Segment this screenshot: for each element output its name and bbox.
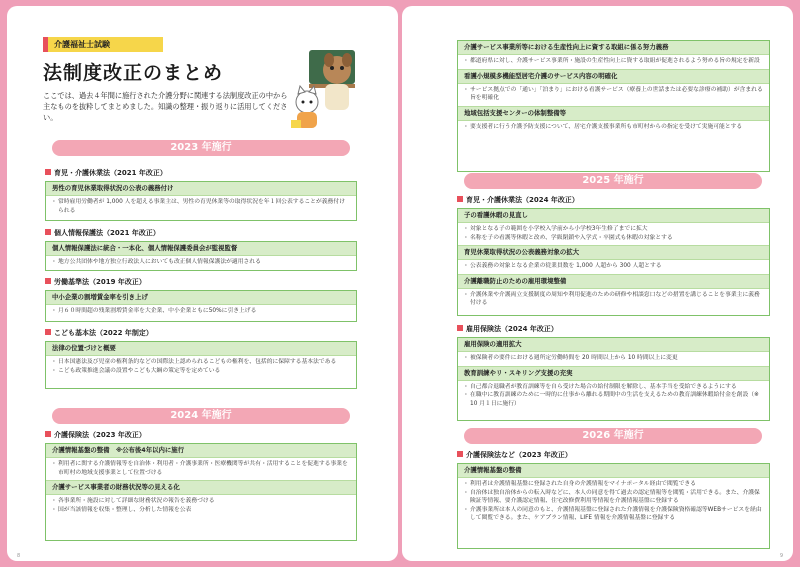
- right-page: [402, 6, 793, 561]
- section-label: 介護保険法（2023 年改正）: [54, 431, 146, 439]
- box-overtime-rate: [45, 290, 357, 322]
- box-heading: 雇用保険の適用拡大: [458, 338, 769, 352]
- box-item: ・ 都道府県に対し、介護サービス事業所・施設の生産性向上に資する取組が促進されるよう努める旨の規定を新設: [464, 57, 763, 66]
- section-care-insurance-2023: [45, 430, 146, 440]
- box-male-leave-disclosure: [45, 181, 357, 221]
- box-heading: 中小企業の割増賃金率を引き上げ: [46, 291, 356, 305]
- box-heading: 男性の育児休業取得状況の公表の義務付け: [46, 182, 356, 196]
- box-item: ・ 月６０時間超の残業割増賃金率を大企業、中小企業ともに50%に引き上げる: [52, 307, 350, 316]
- box-employment-insurance: [457, 337, 770, 421]
- box-heading: 介護サービス事業所等における生産性向上に資する取組に係る努力義務: [458, 41, 769, 55]
- page-title: 法制度改正のまとめ: [43, 62, 224, 84]
- box-privacy-unification: [45, 241, 357, 271]
- year-2023-bar: 2023 年施行: [52, 140, 350, 156]
- box-item: ・ サービス拠点での「通い」「泊まり」における看護サービス（療養上の世話または必要な診療の補助）が含まれる旨を明確化: [464, 86, 763, 103]
- box-care-info-platform: [45, 443, 357, 541]
- box-heading: 介護情報基盤の整備: [458, 464, 769, 478]
- box-heading: 教育訓練やリ・スキリング支援の充実: [458, 366, 769, 381]
- box-care-insurance-continued: [457, 40, 770, 172]
- section-children-basic-law: [45, 328, 153, 338]
- page-number: 9: [779, 553, 783, 559]
- section-label: 個人情報保護法（2021 年改正）: [54, 229, 160, 237]
- section-label: 育児・介護休業法（2024 年改正）: [466, 196, 579, 204]
- box-item: ・ 自治体は独自治体からの転入時などに、本人の同意を得て過去の認定情報等を閲覧・活用できる。また、介護保険証等情報、要介護認定情報、住宅改修費利用等情報を介護情報基盤に登録する: [464, 489, 763, 506]
- box-heading: 地域包括支援センターの体制整備等: [458, 106, 769, 121]
- box-childcare-2024: [457, 208, 770, 316]
- section-label: こども基本法（2022 年制定）: [54, 329, 153, 337]
- teacher-cat-illustration: [289, 40, 359, 132]
- box-item: ・ 常時雇用労働者が 1,000 人を超える事業主は、男性の育児休業等の取得状況を年１回公表することが義務付けられる: [52, 198, 350, 215]
- box-item: ・ 介護事業所は本人の同意のもと、介護情報基盤に登録された介護情報を介護保険資格確認等WEBサービスを経由して閲覧できる。また、ケアプラン情報、LIFE 情報を介護情報基盤に登録する: [464, 506, 763, 523]
- year-2024-bar: 2024 年施行: [52, 408, 350, 424]
- section-label: 育児・介護休業法（2021 年改正）: [54, 169, 167, 177]
- section-label: 雇用保険法（2024 年改正）: [466, 325, 558, 333]
- box-heading: 介護離職防止のための雇用環境整備: [458, 274, 769, 289]
- box-item: ・ 各事業所・施設に対して詳細な財務状況の報告を義務づける: [52, 497, 350, 506]
- year-2026-bar: 2026 年施行: [464, 428, 762, 444]
- intro-text: ここでは、過去４年間に施行された介護分野に関連する法制度改正の中から主なものを抜粋してまとめました。知識の整理・振り返りに活用してください。: [43, 91, 288, 122]
- section-care-insurance-2023-b: [457, 450, 572, 460]
- section-label: 介護保険法など（2023 年改正）: [466, 451, 572, 459]
- box-heading: 子の看護休暇の見直し: [458, 209, 769, 223]
- box-heading: 法律の位置づけと概要: [46, 342, 356, 356]
- box-item: ・ 被保険者の要件における週所定労働時間を 20 時間以上から 10 時間以上に変更: [464, 354, 763, 363]
- box-item: ・ 在職中に教育訓練のために一時的に仕事から離れる期間中の生活を支えるための教育訓練休暇給付金を創設（※ 10 月１日に施行）: [464, 391, 763, 408]
- box-item: ・ 名称を子の看護等休暇と改め、学級閉鎖や入学式・卒園式も休暇の対象とする: [464, 234, 763, 243]
- box-item: ・ 日本国憲法及び児童の権利条約などの国際法上認められるこどもの権利を、包括的に保障する基本法である: [52, 358, 350, 367]
- left-page: [7, 6, 398, 561]
- box-heading: 介護情報基盤の整備 ※公布後4年以内に施行: [46, 444, 356, 458]
- box-item: ・ 地方公共団体や地方独立行政法人においても改正個人情報保護法が適用される: [52, 258, 350, 267]
- year-2025-bar: 2025 年施行: [464, 173, 762, 189]
- box-heading: 個人情報保護法に統合・一本化、個人情報保護委員会が監視監督: [46, 242, 356, 256]
- section-labor-2019: [45, 277, 146, 287]
- box-children-law-overview: [45, 341, 357, 389]
- box-item: ・ 自己都合退職者が教育訓練等を自ら受けた場合の給付制限を解除し、基本手当を受給できるようにする: [464, 383, 763, 392]
- section-privacy-2021: [45, 228, 160, 238]
- document-spread: [7, 6, 793, 561]
- section-childcare-2024: [457, 195, 579, 205]
- box-item: ・ 要支援者に行う介護予防支援について、居宅介護支援事業所も市町村からの指定を受けて実施可能とする: [464, 123, 763, 132]
- section-label: 労働基準法（2019 年改正）: [54, 278, 146, 286]
- box-item: ・ 公表義務の対象となる企業の従業員数を 1,000 人超から 300 人超とする: [464, 262, 763, 271]
- box-heading: 育児休業取得状況の公表義務対象の拡大: [458, 245, 769, 260]
- box-care-info-platform-2026: [457, 463, 770, 549]
- box-item: ・ 利用者に関する介護情報等を自治体・利用者・介護事業所・医療機関等が共有・活用することを促進する事業を市町村の地域支援事業として位置づける: [52, 460, 350, 477]
- box-item: ・ 対象となる子の範囲を小学校入学前から小学校3年生修了までに拡大: [464, 225, 763, 234]
- box-item: ・ こども政策推進会議の設置やこども大綱の策定等を定めている: [52, 367, 350, 376]
- box-heading: 看護小規模多機能型居宅介護のサービス内容の明確化: [458, 69, 769, 84]
- section-childcare-2021: [45, 168, 167, 178]
- box-item: ・ 介護休業や介護両立支援制度の周知や利用促進のための研修や相談窓口などの措置を講じることを事業主に義務付ける: [464, 291, 763, 308]
- section-employment-insurance-2024: [457, 324, 558, 334]
- box-heading: 介護サービス事業者の財務状況等の見える化: [46, 480, 356, 495]
- box-item: ・ 利用者は介護情報基盤に登録された自身の介護情報をマイナポータル経由で閲覧できる: [464, 480, 763, 489]
- exam-tag: 介護福祉士試験: [43, 37, 163, 52]
- box-item: ・ 国が当該情報を収集・整理し、分析した情報を公表: [52, 506, 350, 515]
- page-number: 8: [17, 553, 21, 559]
